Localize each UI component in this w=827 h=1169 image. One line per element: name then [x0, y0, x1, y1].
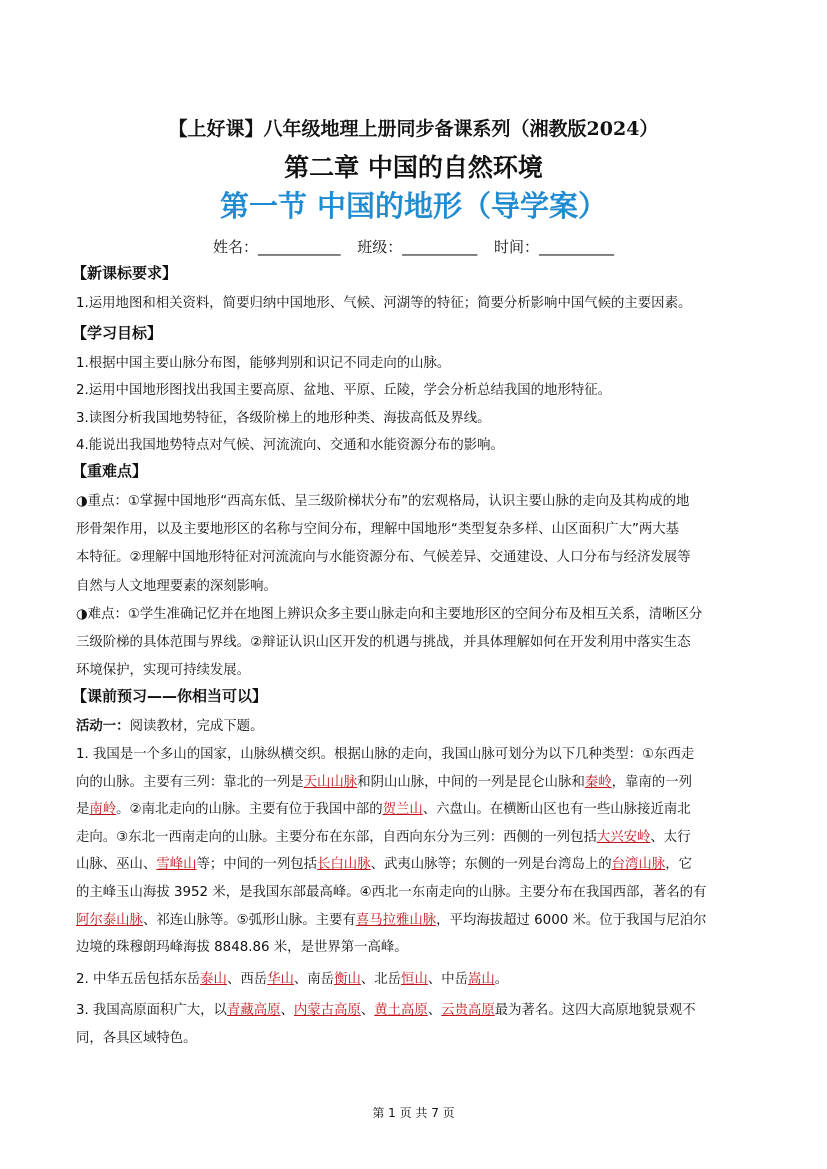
question-text: 、 [280, 1003, 294, 1019]
objective-item: 3.读图分析我国地势特征，各级阶梯上的地形种类、海拔高低及界线。 [76, 410, 491, 426]
question-text: 同，各具区域特色。 [76, 1030, 197, 1046]
question-line [76, 966, 756, 994]
answer-text: 泰山 [200, 971, 227, 987]
answer-text: 雪峰山 [156, 857, 197, 873]
key-point-line: ◑重点：①掌握中国地形“西高东低、呈三级阶梯状分布”的宏观格局，认识主要山脉的走向及其构成的地 [76, 493, 690, 509]
name-field[interactable]: 姓名：___________ [212, 238, 341, 256]
activity-line [76, 713, 756, 741]
difficult-point-line: ◑难点：①学生准确记忆并在地图上辨识众多主要山脉走向和主要地形区的空间分布及相互关系，清晰区分 [76, 606, 703, 622]
question-text: 边境的珠穆朗玛峰海拔 8848.86 米，是世界第一高峰。 [76, 940, 408, 956]
answer-text: 大兴安岭 [596, 829, 651, 845]
question-text: ，靠南的一列 [611, 774, 692, 790]
question-line [76, 796, 756, 824]
answer-text: 恒山 [401, 971, 428, 987]
question-text: 山脉、巫山、 [76, 857, 157, 873]
standards-item: 1.运用地图和相关资料，简要归纳中国地形、气候、河湖等的特征；简要分析影响中国气候的主要因素。 [76, 296, 692, 311]
key-point-line: 本特征。②理解中国地形特征对河流流向与水能资源分布、气候差异、交通建设、人口分布与经济发展等 [76, 550, 691, 566]
question-text: 最为著名。这四大高原地貌景观不 [494, 1003, 696, 1019]
answer-text: 青藏高原 [226, 1003, 281, 1019]
answer-text: 秦岭 [584, 774, 612, 790]
question-text: 1. 我国是一个多山的国家，山脉纵横交织。根据山脉的走向，我国山脉可划分为以下几种类型：①东西走 [76, 746, 695, 762]
answer-text: 长白山脉 [317, 857, 371, 873]
answer-text: 喜马拉雅山脉 [355, 912, 437, 928]
document-body [72, 262, 756, 1053]
answer-text: 贺兰山 [382, 802, 423, 818]
key-point-line: 自然与人文地理要素的深刻影响。 [76, 578, 277, 594]
question-line [76, 769, 756, 797]
question-text: 等；中间的一列包括 [196, 857, 318, 873]
question-text: 、祁连山脉等。⑤弧形山脉。主要有 [142, 912, 356, 928]
question-line [76, 824, 756, 852]
question-line [76, 997, 756, 1025]
answer-text: 华山 [267, 971, 294, 987]
student-info-row [0, 236, 827, 257]
time-field[interactable]: 时间：__________ [494, 238, 615, 256]
answer-text: 天山山脉 [303, 774, 358, 790]
class-field[interactable]: 班级：__________ [357, 238, 478, 256]
question-text: 3. 我国高原面积广大，以 [76, 1003, 227, 1019]
question-line [76, 907, 756, 935]
objective-item: 1.根据中国主要山脉分布图，能够判别和识记不同走向的山脉。 [76, 355, 451, 371]
objective-item: 4.能说出我国地势特点对气候、河流流向、交通和水能资源分布的影响。 [76, 438, 504, 454]
answer-text: 南岭 [89, 802, 117, 818]
series-title: 【上好课】八年级地理上册同步备课系列（湘教版2024） [168, 118, 659, 140]
question-text: 、西岳 [226, 971, 268, 987]
activity-text: 阅读教材，完成下题。 [129, 719, 264, 735]
question-text: 、北岳 [360, 971, 402, 987]
key-point-line: 形骨架作用，以及主要地形区的名称与空间分布，理解中国地形“类型复杂多样、山区面积广大”两大基 [76, 522, 680, 538]
preview-heading: 【课前预习——你相当可以】 [72, 687, 268, 706]
question-text: 和阴山山脉，中间的一列是昆仑山脉和 [357, 774, 585, 790]
question-text: ，它 [665, 857, 692, 873]
question-text: 、南岳 [293, 971, 335, 987]
question-line [76, 934, 756, 962]
page-footer: 第 1 页 共 7 页 [372, 1106, 455, 1120]
question-text: 的主峰玉山海拔 3952 米，是我国东部最高峰。④西北一东南走向的山脉。主要分布在我国西部，著名的有 [76, 884, 707, 900]
difficult-point-line: 环境保护，实现可持续发展。 [76, 663, 251, 679]
activity-label: 活动一： [76, 719, 130, 735]
answer-text: 台湾山脉 [611, 857, 666, 873]
question-line [76, 879, 756, 907]
question-text: ，平均海拔超过 6000 米。位于我国与尼泊尔 [436, 912, 707, 928]
question-3 [76, 997, 756, 1052]
keypoints-heading: 【重难点】 [72, 461, 148, 480]
question-text: 。②南北走向的山脉。主要有位于我国中部的 [116, 802, 383, 818]
question-text: 、太行 [650, 829, 691, 845]
answer-text: 黄土高原 [374, 1003, 428, 1019]
question-text: 2. 中华五岳包括东岳 [76, 971, 201, 987]
answer-text: 嵩山 [467, 971, 495, 987]
question-text: 走向。③东北一西南走向的山脉。主要分布在东部，自西向东分为三列：西侧的一列包括 [76, 829, 597, 845]
answer-text: 云贵高原 [441, 1003, 495, 1019]
objective-item: 2.运用中国地形图找出我国主要高原、盆地、平原、丘陵，学会分析总结我国的地形特征。 [76, 383, 612, 399]
answer-text: 阿尔泰山脉 [76, 912, 143, 928]
question-2 [76, 966, 756, 994]
standards-heading: 【新课标要求】 [72, 264, 178, 282]
question-text: 、 [360, 1003, 375, 1019]
question-text: 、武夷山脉等；东侧的一列是台湾岛上的 [370, 857, 612, 873]
question-line [76, 741, 756, 769]
question-text: 、六盘山。在横断山区也有一些山脉接近南北 [422, 802, 691, 818]
difficult-point-line: 三级阶梯的具体范围与界线。②辩证认识山区开发的机遇与挑战，并具体理解如何在开发利用中落实生态 [76, 634, 691, 650]
question-text: 。 [494, 971, 509, 987]
answer-text: 内蒙古高原 [293, 1003, 361, 1019]
question-line [76, 1025, 756, 1053]
question-text: 向的山脉。主要有三列：靠北的一列是 [76, 774, 304, 790]
objectives-heading: 【学习目标】 [72, 323, 163, 342]
question-text: 、 [427, 1003, 442, 1019]
answer-text: 衡山 [334, 971, 361, 987]
question-1 [76, 741, 756, 962]
chapter-title: 第二章 中国的自然环境 [284, 153, 543, 182]
question-line [76, 851, 756, 879]
question-text: 是 [76, 802, 90, 818]
question-text: 、中岳 [427, 971, 468, 987]
section-title: 第一节 中国的地形（导学案） [219, 189, 608, 223]
